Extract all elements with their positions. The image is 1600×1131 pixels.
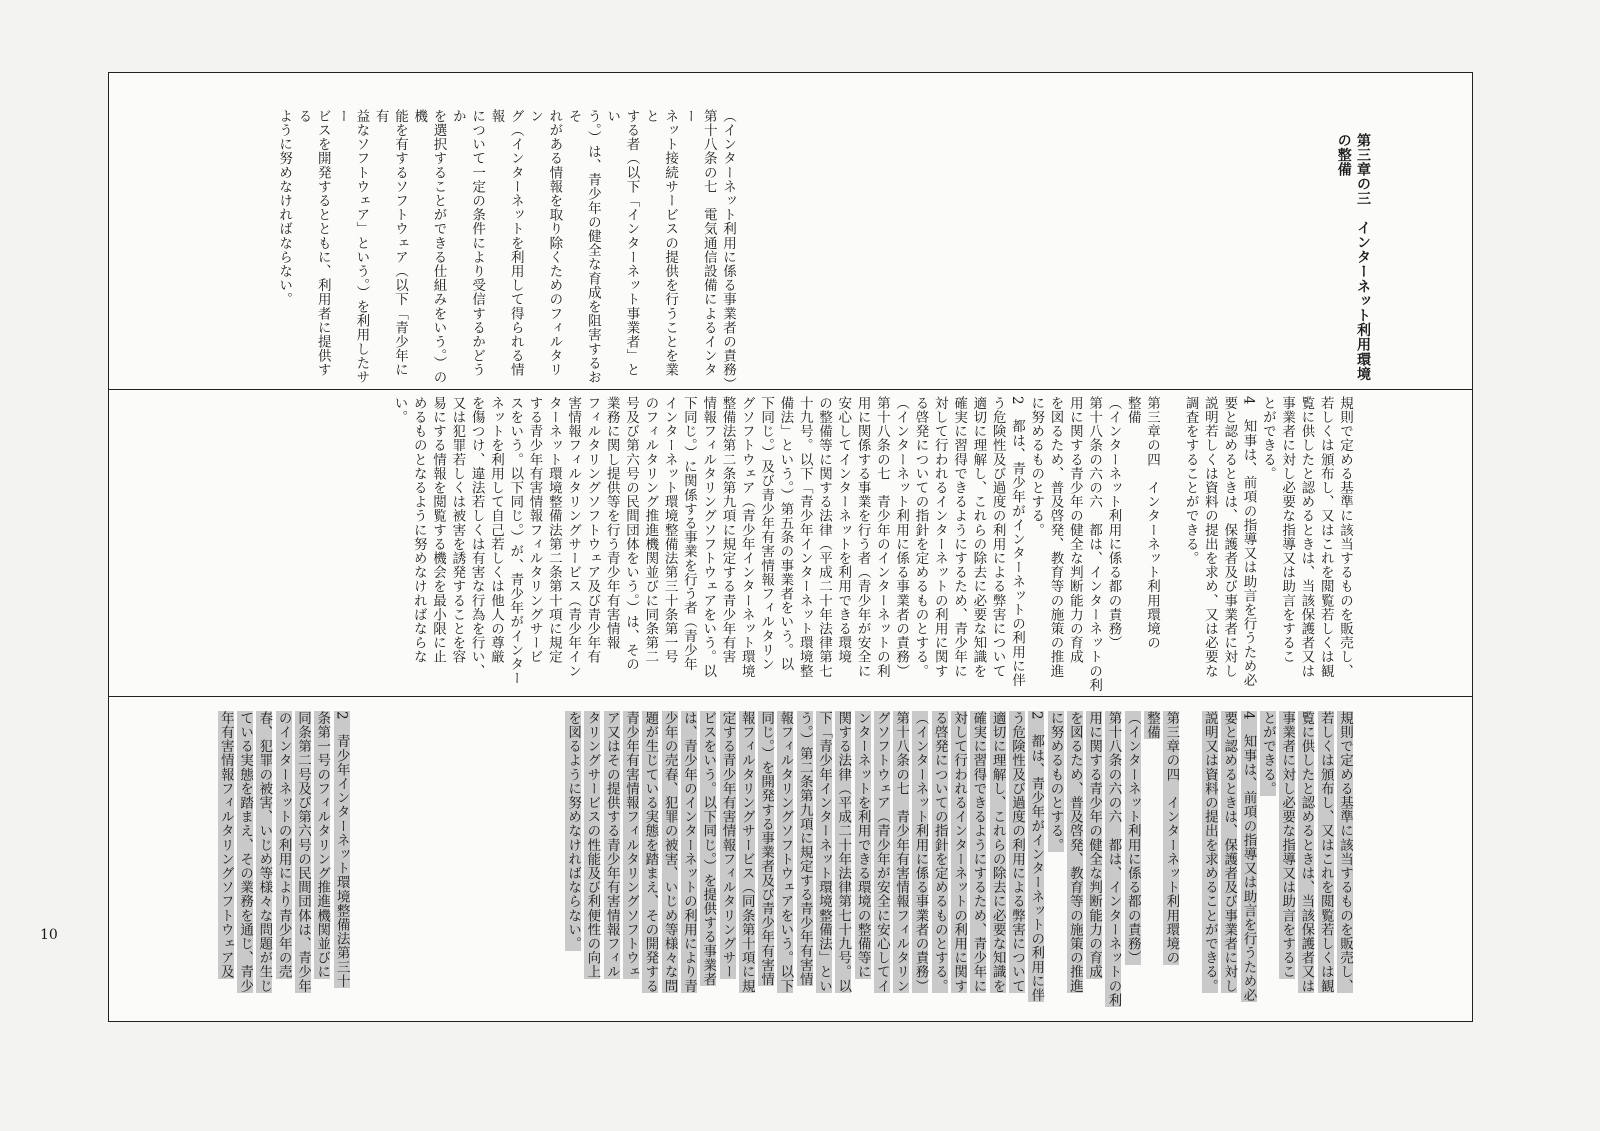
text-line: 第十八条の六の六 都は、インターネットの利	[1086, 396, 1103, 693]
text-line: 第十八条の七 電気通信設備によるインター	[681, 109, 717, 377]
text-line: 適切に理解し、これらの除去に必要な知識を	[970, 396, 987, 678]
text-line: （インターネット利用に係る都の責務）	[1124, 711, 1141, 965]
text-line: とができる。	[1259, 711, 1276, 796]
text-line: を図るため、普及啓発、教育等の施策の推進	[1066, 711, 1083, 993]
text-line: 用に関する青少年の健全な判断能力の育成	[1066, 396, 1083, 664]
text-line	[486, 711, 505, 1023]
text-line: ビスをいう。以下同じ。）を提供する事業者	[700, 711, 717, 987]
text-line: する者（以下「インターネット事業者」とい	[604, 109, 640, 377]
text-line: を図るため、普及啓発、教育等の施策の推進	[1047, 396, 1064, 678]
text-line: グソフトウェア（青少年が安全に安心してイ	[873, 711, 890, 993]
text-line: 業務に関し提供等を行う青少年有害情報	[603, 396, 620, 650]
text-line: 用に関する青少年の健全な判断能力の育成	[1086, 711, 1103, 979]
text-line: ビスを開発するとともに、利用者に提供する	[295, 109, 331, 377]
text-line: 題が生じている実態を踏まえ、その開発する	[642, 711, 659, 993]
text-line: 4 知事は、前項の指導又は助言を行うため必	[1240, 711, 1257, 1003]
text-line: 規則で定める基準に該当するものを販売し、	[1337, 396, 1353, 678]
text-line: う危険性及び過度の利用による弊害について	[989, 396, 1006, 678]
text-line: グソフトウェア（青少年インターネット環境	[738, 396, 755, 678]
text-line: タリングサービスの性能及び利便性の向上	[584, 711, 601, 979]
text-line: 説明又は資料の提出を求めることができる。	[1201, 711, 1218, 993]
text-line: 確実に習得できるようにするため、青少年に	[970, 711, 987, 993]
text-line	[544, 711, 563, 1023]
text-line: のフィルタリング推進機関並びに同条第二	[642, 396, 659, 664]
chapter-heading-line: の整備	[1335, 133, 1352, 177]
text-line: を図るように努めなければならない。	[565, 711, 582, 951]
article-text-block	[276, 73, 737, 391]
text-line: 害情報フィルタリングサービス（青少年イン	[565, 396, 582, 678]
text-line: （インターネット利用に係る事業者の責務）	[893, 396, 910, 678]
text-line: 同条第二号及び第六号の民間団体は、青少年	[294, 711, 311, 993]
text-line: ている実態を踏まえ、その業務を通じ、青少	[237, 711, 254, 993]
text-line	[466, 711, 485, 1023]
text-line	[505, 711, 524, 1023]
text-line: インターネット環境整備法第三十条第一号	[661, 396, 678, 664]
text-line: 定する青少年有害情報フィルタリングサー	[719, 711, 736, 979]
text-line: 2 都は、青少年がインターネットの利用に伴	[1008, 396, 1025, 688]
text-line: について一定の条件により受信するかどうか	[449, 109, 486, 377]
text-line: 関する法律（平成二十年法律第七十九号。以	[835, 711, 852, 993]
text-line: 事業者に対し必要な指導又は助言をするこ	[1279, 711, 1296, 979]
text-line: 整備	[1144, 711, 1161, 740]
text-line: 4 知事は、前項の指導又は助言を行うため必	[1240, 396, 1257, 688]
text-line: 若しくは頒布し、又はこれを閲覧若しくは観	[1317, 711, 1334, 993]
text-line: のインターネットの利用により青少年の売	[275, 711, 292, 979]
comparison-table	[108, 72, 1473, 1022]
article-text-block	[114, 697, 1354, 1023]
text-line: 対して行われるインターネットの利用に関す	[931, 396, 948, 678]
text-line	[1161, 396, 1180, 696]
text-line: ネット接続サービスの提供を行うことを業と	[642, 109, 679, 377]
text-line: 対して行われるインターネットの利用に関す	[951, 711, 968, 993]
text-line: 規則で定める基準に該当するものを販売し、	[1337, 711, 1353, 993]
text-line: 備法」という。）第五条の事業者をいう。以	[777, 396, 794, 672]
text-line: とができる。	[1259, 396, 1276, 481]
text-line: 確実に習得できるようにするため、青少年に	[951, 396, 968, 678]
text-line: 用に関係する事業を行う者（青少年が安全に	[854, 396, 871, 678]
text-line: 説明若しくは資料の提出を求め、又は必要な	[1201, 396, 1218, 678]
text-line: 覧に供したと認めるときは、当該保護者又は	[1298, 711, 1315, 993]
text-line: 十九号。以下「青少年インターネット環境整	[796, 396, 813, 678]
text-line: 2 青少年インターネット環境整備法第三十	[333, 711, 350, 989]
text-line	[408, 711, 427, 1023]
text-line: 益なソフトウェア」という。）を利用したサー	[334, 109, 370, 385]
text-line: ように努めなければならない。	[276, 109, 293, 307]
text-line: を選択することができる仕組みをいう。）の機	[411, 109, 447, 385]
text-line: う危険性及び過度の利用による弊害について	[1008, 711, 1025, 993]
text-line: 第三章の四 インターネット利用環境の	[1144, 396, 1161, 650]
text-line: 下「青少年インターネット環境整備法」とい	[815, 711, 832, 993]
text-line: 覧に供したと認めるときは、当該保護者又は	[1298, 396, 1315, 678]
table-row-new-text-header	[109, 73, 1472, 390]
text-line	[447, 711, 466, 1023]
article-text-block	[204, 390, 1354, 696]
chapter-heading	[1312, 73, 1372, 389]
text-line	[389, 711, 408, 1023]
text-line: 第三章の四 インターネット利用環境の	[1163, 711, 1180, 965]
table-row-amended-text	[109, 697, 1472, 1023]
text-line: 報フィルタリングソフトウェアをいう。以下	[777, 711, 794, 993]
text-line: る啓発についての指針を定めるものとする。	[912, 396, 929, 678]
text-line: 第十八条の七 青少年有害情報フィルタリン	[893, 711, 910, 993]
text-line: に努めるものとする。	[1028, 396, 1045, 537]
text-line: 要と認めるときは、保護者及び事業者に対し	[1221, 711, 1238, 993]
text-line: フィルタリングソフトウェア及び青少年有	[584, 396, 601, 664]
text-line: （インターネット利用に係る事業者の責務）	[912, 711, 929, 993]
text-line: 能を有するソフトウェア（以下「青少年に有	[372, 109, 408, 377]
text-line: （インターネット利用に係る都の責務）	[1105, 396, 1122, 650]
text-line: 号及び第六号の民間団体をいう。）は、その	[623, 396, 640, 672]
text-line: を傷つけ、違法若しくは有害な行為を行い、	[468, 396, 485, 678]
text-line: 少年の売春、犯罪の被害、いじめ等様々な問	[661, 711, 678, 993]
text-line: （インターネット利用に係る事業者の責務）	[720, 109, 736, 391]
page-number: 10	[40, 927, 58, 943]
text-line	[370, 711, 389, 1023]
text-line	[1180, 711, 1199, 1023]
text-line: 第十八条の六の六 都は、インターネットの利	[1105, 711, 1122, 1008]
text-line: 年有害情報フィルタリングソフトウェア及	[217, 711, 234, 979]
text-line: の整備等に関する法律（平成二十年法律第七	[815, 396, 832, 678]
text-line: ンターネットを利用できる環境の整備等に	[854, 711, 871, 979]
text-line: 調査をすることができる。	[1182, 396, 1199, 566]
text-line: めるものとなるように努めなければならな	[410, 396, 427, 664]
text-line: 整備法第二条第九項に規定する青少年有害	[719, 396, 736, 664]
text-line: 適切に理解し、これらの除去に必要な知識を	[989, 711, 1006, 993]
text-line: 易にする情報を閲覧する機会を最小限に止	[430, 396, 447, 664]
text-line: 安心してインターネットを利用できる環境	[835, 396, 852, 664]
text-line: スをいう。以下同じ。）が、青少年がインター	[507, 396, 524, 686]
text-line: 情報フィルタリングソフトウェアをいう。以	[700, 396, 717, 678]
text-line: は、青少年のインターネットの利用により青	[680, 711, 697, 993]
text-line: ターネット環境整備法第二条第十項に規定	[545, 396, 562, 664]
text-line: 条第一号のフィルタリング推進機関並びに	[314, 711, 331, 979]
text-line: 青少年有害情報フィルタリングソフトウェ	[623, 711, 640, 979]
text-line: 春、犯罪の被害、いじめ等様々な問題が生じ	[256, 711, 273, 993]
text-line: 要と認めるときは、保護者及び事業者に対し	[1221, 396, 1238, 678]
text-line: 事業者に対し必要な指導又は助言をするこ	[1279, 396, 1296, 664]
text-line: い。	[391, 396, 408, 425]
text-line: れがある情報を取り除くためのフィルタリン	[527, 109, 563, 377]
text-line: う。）は、青少年の健全な育成を阻害するおそ	[565, 109, 601, 385]
text-line: 報フィルタリングサービス（同条第十項に規	[738, 711, 755, 993]
text-line: する青少年有害情報フィルタリングサービ	[526, 396, 543, 664]
table-row-current-text	[109, 390, 1472, 697]
text-line: 下同じ。）及び青少年有害情報フィルタリン	[758, 396, 775, 672]
text-line: に努めるものとする。	[1047, 711, 1064, 852]
text-line: 同じ。）を開発する事業者及び青少年有害情	[758, 711, 775, 987]
text-line: 2 都は、青少年がインターネットの利用に伴	[1028, 711, 1045, 1003]
text-line	[428, 711, 447, 1023]
chapter-heading-line: 第三章の三 インターネット利用環境	[1355, 133, 1371, 382]
text-line: 下同じ。）に関係する事業を行う者（青少年	[680, 396, 697, 672]
text-line	[351, 711, 370, 1023]
text-line: 若しくは頒布し、又はこれを閲覧若しくは観	[1317, 396, 1334, 678]
text-line: ア又はその提供する青少年有害情報フィル	[603, 711, 620, 979]
text-line: る啓発についての指針を定めるものとする。	[931, 711, 948, 993]
text-line: ネットを利用して自己若しくは他人の尊厳	[487, 396, 504, 664]
text-line	[524, 711, 543, 1023]
text-line: 整備	[1124, 396, 1141, 425]
text-line: 又は犯罪若しくは被害を誘発することを容	[449, 396, 466, 664]
text-line: 第十八条の七 青少年のインターネットの利	[873, 396, 890, 678]
text-line: う。）第二条第九項に規定する青少年有害情	[796, 711, 813, 987]
text-line: グ（インターネットを利用して得られる情報	[488, 109, 524, 377]
